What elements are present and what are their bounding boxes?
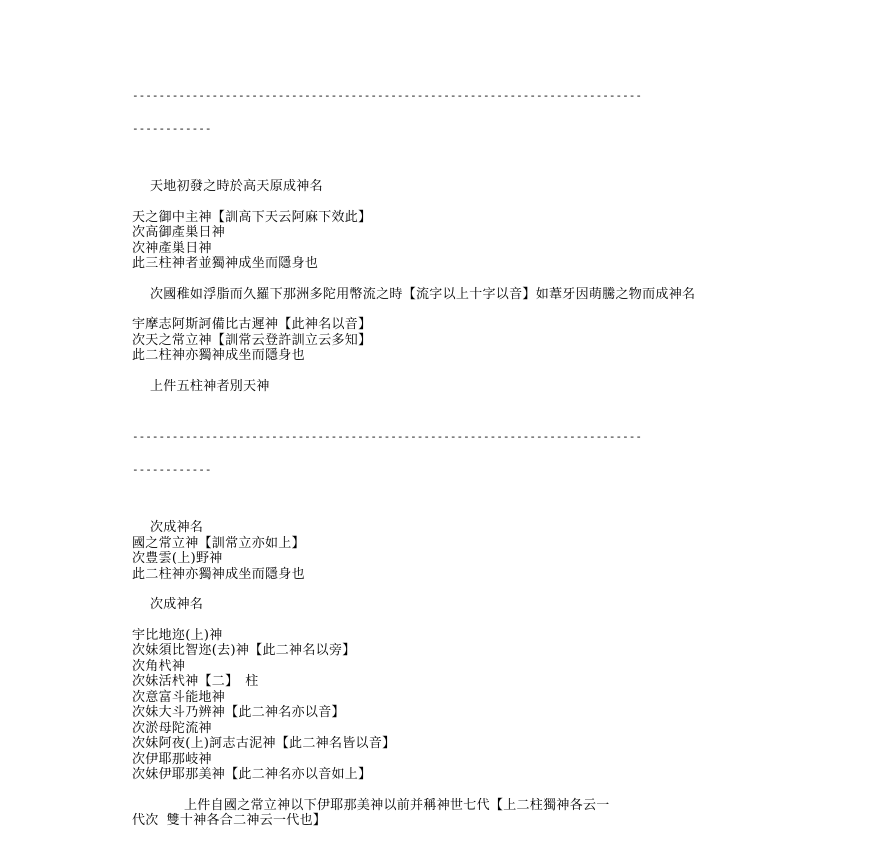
- text-line: 次妹阿夜(上)訶志古泥神【此二神名皆以音】: [132, 736, 396, 751]
- text-line: 次妹伊耶那美神【此二神名亦以音如上】: [132, 767, 372, 782]
- text-line: 次意富斗能地神: [132, 689, 226, 705]
- text-line: 次伊耶那岐神: [132, 751, 212, 767]
- text-line: 次妹大斗乃辨神【此二神名亦以音】: [132, 705, 345, 720]
- paragraph: 次國稚如浮脂而久羅下那洲多陀用幣流之時【流字以上十字以音】如葦牙因萌騰之物而成神名: [150, 286, 696, 302]
- text-line: 此二柱神亦獨神成坐而隱身也: [132, 348, 305, 363]
- rule-line: ------------: [132, 122, 212, 135]
- line-rest: 雙十神各合二神云一代也】: [166, 813, 327, 828]
- text-line: 次淤母陀流神: [132, 720, 212, 736]
- section-heading: 次成神名: [150, 520, 204, 535]
- text-line: 天之御中主神【訓高下天云阿麻下效此】: [132, 209, 372, 225]
- paragraph: 上件五柱神者別天神: [150, 378, 270, 394]
- text-block: [132, 317, 744, 364]
- text-line: 宇比地迩(上)神: [132, 627, 223, 643]
- text-line: 次天之常立神【訓常云登許訓立云多知】: [132, 332, 372, 348]
- text-line: 國之常立神【訓常立亦如上】: [132, 535, 305, 551]
- section-heading: 天地初發之時於高天原成神名: [150, 179, 323, 194]
- document-body: [132, 68, 744, 829]
- text-line: 上件自國之常立神以下伊耶那美神以前并稱神世七代【上二柱獨神各云一: [184, 797, 610, 813]
- text-block: [132, 628, 744, 783]
- text-line: 次高御產巣日神: [132, 225, 226, 240]
- rule-line: ------------: [132, 463, 212, 476]
- text-line: 次豊雲(上)野神: [132, 551, 223, 566]
- separator-rule: [132, 68, 744, 156]
- text-line: 次妹須比智迩(去)神【此二神名以旁】: [132, 643, 356, 658]
- text-line: 此三柱神者並獨神成坐而隱身也: [132, 256, 319, 271]
- separator-rule: [132, 409, 744, 497]
- rule-line: -----------------------------------------------------------------------------: [132, 89, 642, 102]
- line-lead: 代次: [132, 813, 159, 828]
- section-heading: 次成神名: [150, 597, 204, 612]
- text-line: 此二柱神亦獨神成坐而隱身也: [132, 566, 305, 582]
- text-block: [132, 536, 744, 583]
- text-line: 次妹活杙神【二】 柱: [132, 674, 259, 689]
- text-line: [132, 813, 744, 829]
- text-block: [132, 210, 744, 272]
- text-line: 次角杙神: [132, 658, 186, 674]
- text-line: 次神產巣日神: [132, 240, 212, 256]
- closing-paragraph: [132, 798, 744, 829]
- text-line: 宇摩志阿斯訶備比古遲神【此神名以音】: [132, 317, 372, 332]
- rule-line: -----------------------------------------------------------------------------: [132, 430, 642, 443]
